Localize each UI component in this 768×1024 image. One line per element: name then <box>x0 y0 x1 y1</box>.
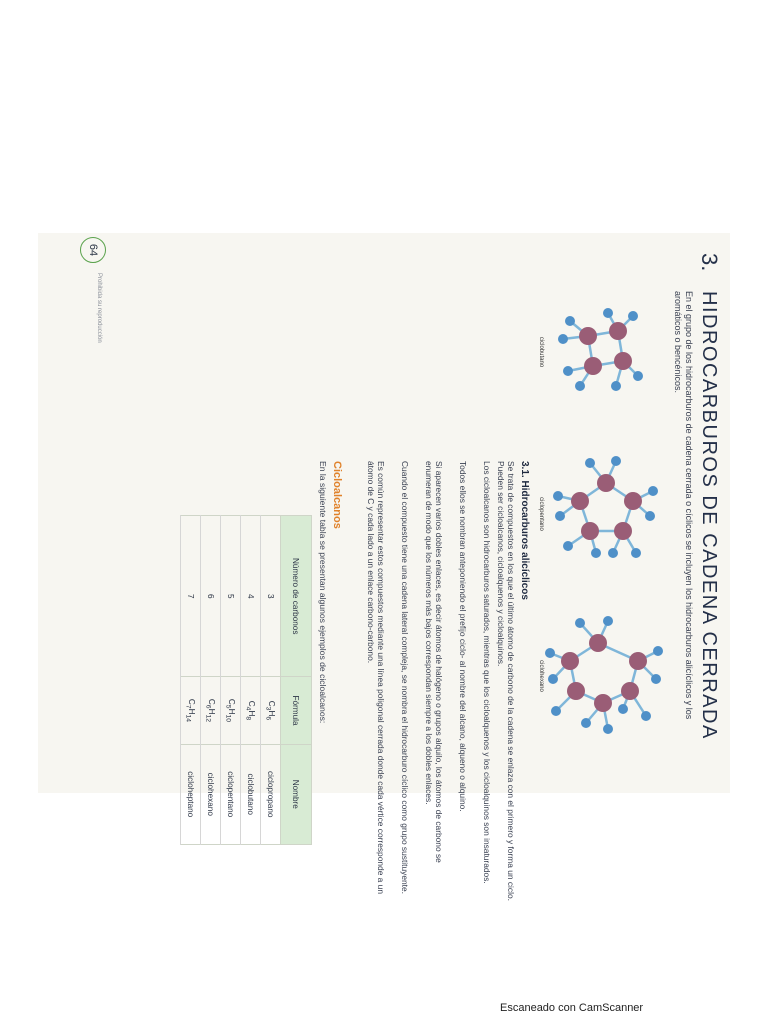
molecule-label: ciclohexano <box>538 660 544 692</box>
chapter-title: HIDROCARBUROS DE CADENA CERRADA <box>698 291 720 740</box>
molecule-label: ciclopentano <box>538 497 544 531</box>
paragraph: Todos ellos se nombran anteponiendo el prefijo ciclo- al nombre del alcano, alqueno o alquino. <box>458 461 468 812</box>
name-cell: ciclopentano <box>221 744 241 844</box>
molecule-label: ciclobutano <box>538 336 544 368</box>
page-number: 64 <box>80 237 106 263</box>
scanned-page <box>38 233 730 901</box>
cycloalkanes-table <box>180 515 312 845</box>
paragraph: Cuando el compuesto tiene una cadena lateral compleja, se nombra el hidrocarburo cíclico como grupo sustituyente. <box>400 461 410 894</box>
section-title: 3.1. Hidrocarburos alicíclicos <box>519 461 530 600</box>
carbon-count-cell: 6 <box>201 516 221 677</box>
molecule-models <box>543 291 668 761</box>
paragraph: Es común representar estos compuestos mediante una línea poligonal cerrada donde cada vértice corresponde a un átomo de C y cada lado a un enlace carbono-carbono. <box>366 461 386 894</box>
intro-text: En el grupo de los hidrocarburos de cadena cerrada o cíclicos se incluyen los hidrocarburos alicíclicos y los aromáticos o bencénicos. <box>673 291 694 720</box>
carbon-count-cell: 5 <box>221 516 241 677</box>
formula-cell: $C_7H_{14}$ <box>181 677 201 744</box>
table-row <box>241 516 261 845</box>
cyclopentane-model <box>553 456 658 558</box>
carbon-count-cell: 3 <box>261 516 281 677</box>
chapter-number: 3. <box>697 253 722 272</box>
table-row <box>221 516 241 845</box>
column-header: Número de carbonos <box>281 516 312 677</box>
formula-cell: $C_4H_8$ <box>241 677 261 744</box>
name-cell: ciclobutano <box>241 744 261 844</box>
column-header: Nombre <box>281 744 312 844</box>
rotated-page-content <box>38 233 730 901</box>
table-row <box>201 516 221 845</box>
copyright-footer: Prohibida su reproducción <box>96 273 102 343</box>
carbon-count-cell: 4 <box>241 516 261 677</box>
table-row <box>181 516 201 845</box>
table-header-row <box>281 516 312 845</box>
subsection-title: Cicloalcanos <box>331 461 343 529</box>
formula-cell: $C_5H_{10}$ <box>221 677 241 744</box>
formula-cell: $C_6H_{12}$ <box>201 677 221 744</box>
camscanner-watermark: Escaneado con CamScanner <box>500 1002 644 1014</box>
name-cell: ciclohexano <box>201 744 221 844</box>
cyclobutane-model <box>558 308 643 391</box>
name-cell: ciclopropano <box>261 744 281 844</box>
table-row <box>261 516 281 845</box>
paragraph: Se trata de compuestos en los que el último átomo de carbono de la cadena se enlaza con el primero y forma un ciclo. Pueden ser cicloalcanos, cicloalquenos y cicloalquinos. <box>496 461 516 901</box>
column-header: Fórmula <box>281 677 312 744</box>
formula-cell: $C_3H_6$ <box>261 677 281 744</box>
table-intro: En la siguiente tabla se presentan algunos ejemplos de cicloalcanos: <box>318 461 328 724</box>
paragraph: Si aparecen varios dobles enlaces, es decir átomos de halógeno o grupos alquilo, los átomos de carbono se enumeran de modo que los números más bajos correspondan siempre a los dobles enlaces. <box>424 461 444 863</box>
carbon-count-cell: 7 <box>181 516 201 677</box>
name-cell: cicloheptano <box>181 744 201 844</box>
cyclohexane-model <box>545 616 663 734</box>
paragraph: Los cicloalcanos son hidrocarburos saturados, mientras que los cicloalquenos y los cicloalquinos son insaturados. <box>482 461 492 884</box>
